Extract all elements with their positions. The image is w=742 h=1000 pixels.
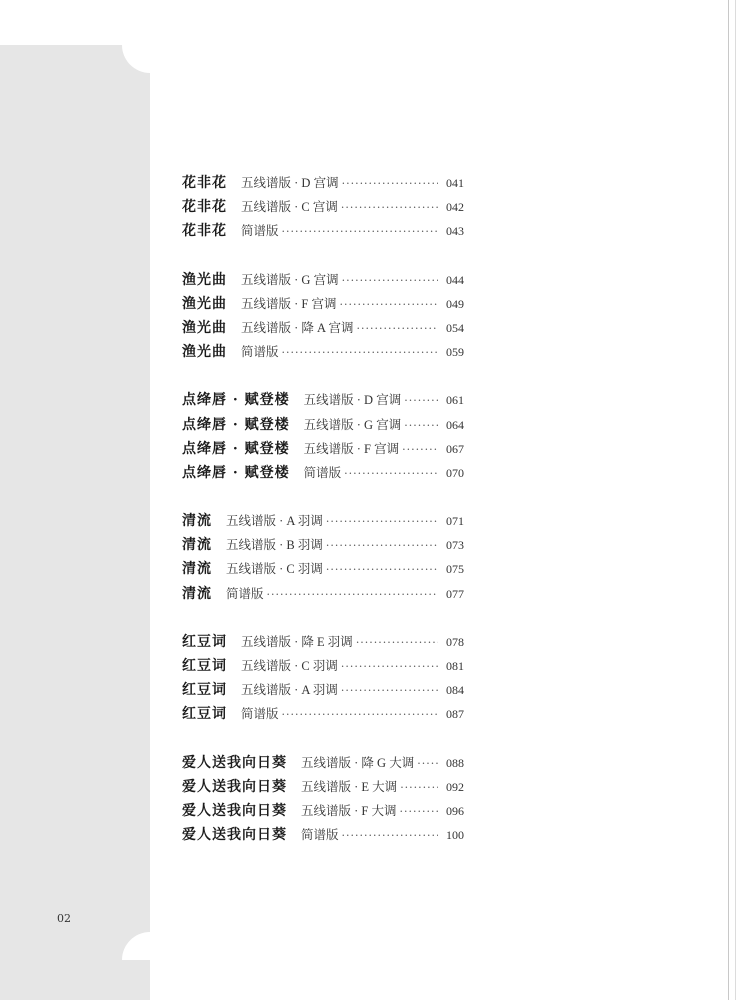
song-title: 清流	[182, 513, 212, 530]
toc-group	[182, 389, 464, 486]
score-version: 简谱版	[303, 465, 342, 480]
score-version: 五线谱版 · 降 E 羽调	[241, 634, 353, 649]
song-title: 花非花	[182, 223, 227, 240]
score-version: 五线谱版 · D 宫调	[241, 176, 339, 190]
toc-entry[interactable]	[182, 462, 464, 486]
page-ref: 044	[446, 272, 464, 287]
song-title: 爱人送我向日葵	[182, 778, 287, 795]
dot-leader	[400, 781, 438, 794]
dot-leader	[326, 515, 438, 528]
song-title: 清流	[182, 537, 212, 554]
page-ref: 070	[446, 465, 464, 480]
toc-entry[interactable]	[182, 583, 464, 607]
page-ref: 084	[446, 683, 464, 698]
toc-entry[interactable]	[182, 655, 464, 679]
toc-entry[interactable]	[182, 341, 464, 365]
score-version: 五线谱版 · D 宫调	[303, 393, 402, 408]
toc-entry[interactable]	[182, 414, 464, 438]
toc-entry[interactable]	[182, 220, 464, 244]
dot-leader	[417, 757, 438, 770]
page-ref: 041	[446, 176, 464, 190]
song-title: 爱人送我向日葵	[182, 802, 287, 819]
toc-group	[182, 510, 464, 607]
score-version: 简谱版	[241, 707, 279, 722]
song-title: 渔光曲	[182, 319, 227, 336]
song-title: 点绛唇 · 赋登楼	[182, 464, 290, 481]
page-ref: 075	[446, 562, 464, 577]
dot-leader	[400, 805, 439, 818]
table-of-contents	[182, 172, 464, 872]
dot-leader	[341, 201, 438, 214]
toc-entry[interactable]	[182, 776, 464, 800]
page-top-margin	[0, 0, 742, 45]
dot-leader	[342, 177, 438, 190]
toc-entry[interactable]	[182, 558, 464, 582]
score-version: 五线谱版 · C 宫调	[241, 200, 338, 215]
toc-entry[interactable]	[182, 752, 464, 776]
song-title: 渔光曲	[182, 344, 227, 361]
page-edge-line	[735, 0, 736, 1000]
song-title: 清流	[182, 561, 212, 578]
page-ref: 087	[446, 707, 464, 722]
page-number: 02	[57, 912, 71, 925]
dot-leader	[344, 467, 438, 480]
toc-group	[182, 172, 464, 245]
score-version: 五线谱版 · C 羽调	[241, 659, 338, 673]
song-title: 渔光曲	[182, 295, 227, 312]
toc-entry[interactable]	[182, 172, 464, 196]
page-ref: 077	[446, 586, 464, 601]
score-version: 简谱版	[241, 224, 279, 239]
page-ref: 081	[446, 659, 464, 673]
page-ref: 100	[446, 828, 464, 843]
toc-group	[182, 752, 464, 849]
dot-leader	[282, 225, 438, 238]
dot-leader	[341, 660, 438, 673]
toc-entry[interactable]	[182, 196, 464, 220]
score-version: 五线谱版 · G 宫调	[303, 417, 402, 432]
toc-entry[interactable]	[182, 438, 464, 462]
score-version: 五线谱版 · F 宫调	[241, 296, 337, 311]
page-ref: 043	[446, 224, 464, 239]
song-title: 清流	[182, 585, 212, 602]
song-title: 爱人送我向日葵	[182, 754, 287, 771]
dot-leader	[342, 274, 438, 287]
score-version: 五线谱版 · 降 A 宫调	[241, 320, 354, 335]
page-ref: 073	[446, 538, 464, 553]
score-version: 五线谱版 · B 羽调	[226, 538, 323, 553]
toc-entry[interactable]	[182, 703, 464, 727]
dot-leader	[326, 539, 438, 552]
dot-leader	[326, 563, 438, 576]
page-ref: 064	[446, 417, 464, 432]
page-ref: 054	[446, 320, 464, 335]
song-title: 点绛唇 · 赋登楼	[182, 440, 290, 457]
dot-leader	[342, 829, 438, 842]
side-panel	[0, 45, 150, 1000]
score-version: 简谱版	[226, 586, 264, 601]
song-title: 红豆词	[182, 633, 227, 650]
page-ref: 049	[446, 296, 464, 311]
song-title: 红豆词	[182, 658, 227, 674]
toc-entry[interactable]	[182, 824, 464, 848]
toc-entry[interactable]	[182, 679, 464, 703]
score-version: 五线谱版 · G 宫调	[241, 272, 339, 287]
score-version: 五线谱版 · F 宫调	[303, 441, 400, 456]
page-ref: 078	[446, 634, 464, 649]
score-version: 五线谱版 · E 大调	[301, 779, 398, 794]
page-ref: 061	[446, 393, 464, 408]
dot-leader	[341, 684, 438, 697]
toc-entry[interactable]	[182, 269, 464, 293]
page-ref: 059	[446, 345, 464, 360]
song-title: 爱人送我向日葵	[182, 827, 287, 844]
song-title: 红豆词	[182, 682, 227, 699]
dot-leader	[404, 419, 438, 432]
page-ref: 067	[446, 441, 464, 456]
dot-leader	[340, 298, 439, 311]
song-title: 点绛唇 · 赋登楼	[182, 392, 290, 409]
dot-leader	[282, 708, 438, 721]
score-version: 五线谱版 · F 大调	[301, 803, 397, 818]
toc-entry[interactable]	[182, 510, 464, 534]
dot-leader	[357, 322, 438, 335]
score-version: 简谱版	[301, 828, 339, 843]
dot-leader	[404, 394, 438, 407]
toc-entry[interactable]	[182, 389, 464, 413]
toc-group	[182, 631, 464, 728]
song-title: 花非花	[182, 175, 227, 191]
score-version: 简谱版	[241, 345, 279, 360]
toc-entry[interactable]	[182, 317, 464, 341]
toc-entry[interactable]	[182, 534, 464, 558]
song-title: 点绛唇 · 赋登楼	[182, 416, 290, 433]
dot-leader	[402, 443, 438, 456]
song-title: 渔光曲	[182, 271, 227, 288]
page-ref: 071	[446, 514, 464, 529]
page-ref: 088	[446, 755, 464, 770]
toc-entry[interactable]	[182, 800, 464, 824]
dot-leader	[282, 346, 438, 359]
score-version: 五线谱版 · A 羽调	[241, 683, 338, 698]
dot-leader	[356, 636, 438, 649]
score-version: 五线谱版 · C 羽调	[226, 562, 323, 577]
toc-entry[interactable]	[182, 293, 464, 317]
page-ref: 096	[446, 803, 464, 818]
page-ref: 092	[446, 779, 464, 794]
score-version: 五线谱版 · 降 G 大调	[301, 755, 415, 770]
toc-entry[interactable]	[182, 631, 464, 655]
score-version: 五线谱版 · A 羽调	[226, 514, 323, 529]
song-title: 红豆词	[182, 706, 227, 723]
toc-group	[182, 269, 464, 366]
page-ref: 042	[446, 200, 464, 215]
song-title: 花非花	[182, 199, 227, 216]
page-edge-line	[728, 0, 729, 1000]
dot-leader	[267, 588, 438, 601]
